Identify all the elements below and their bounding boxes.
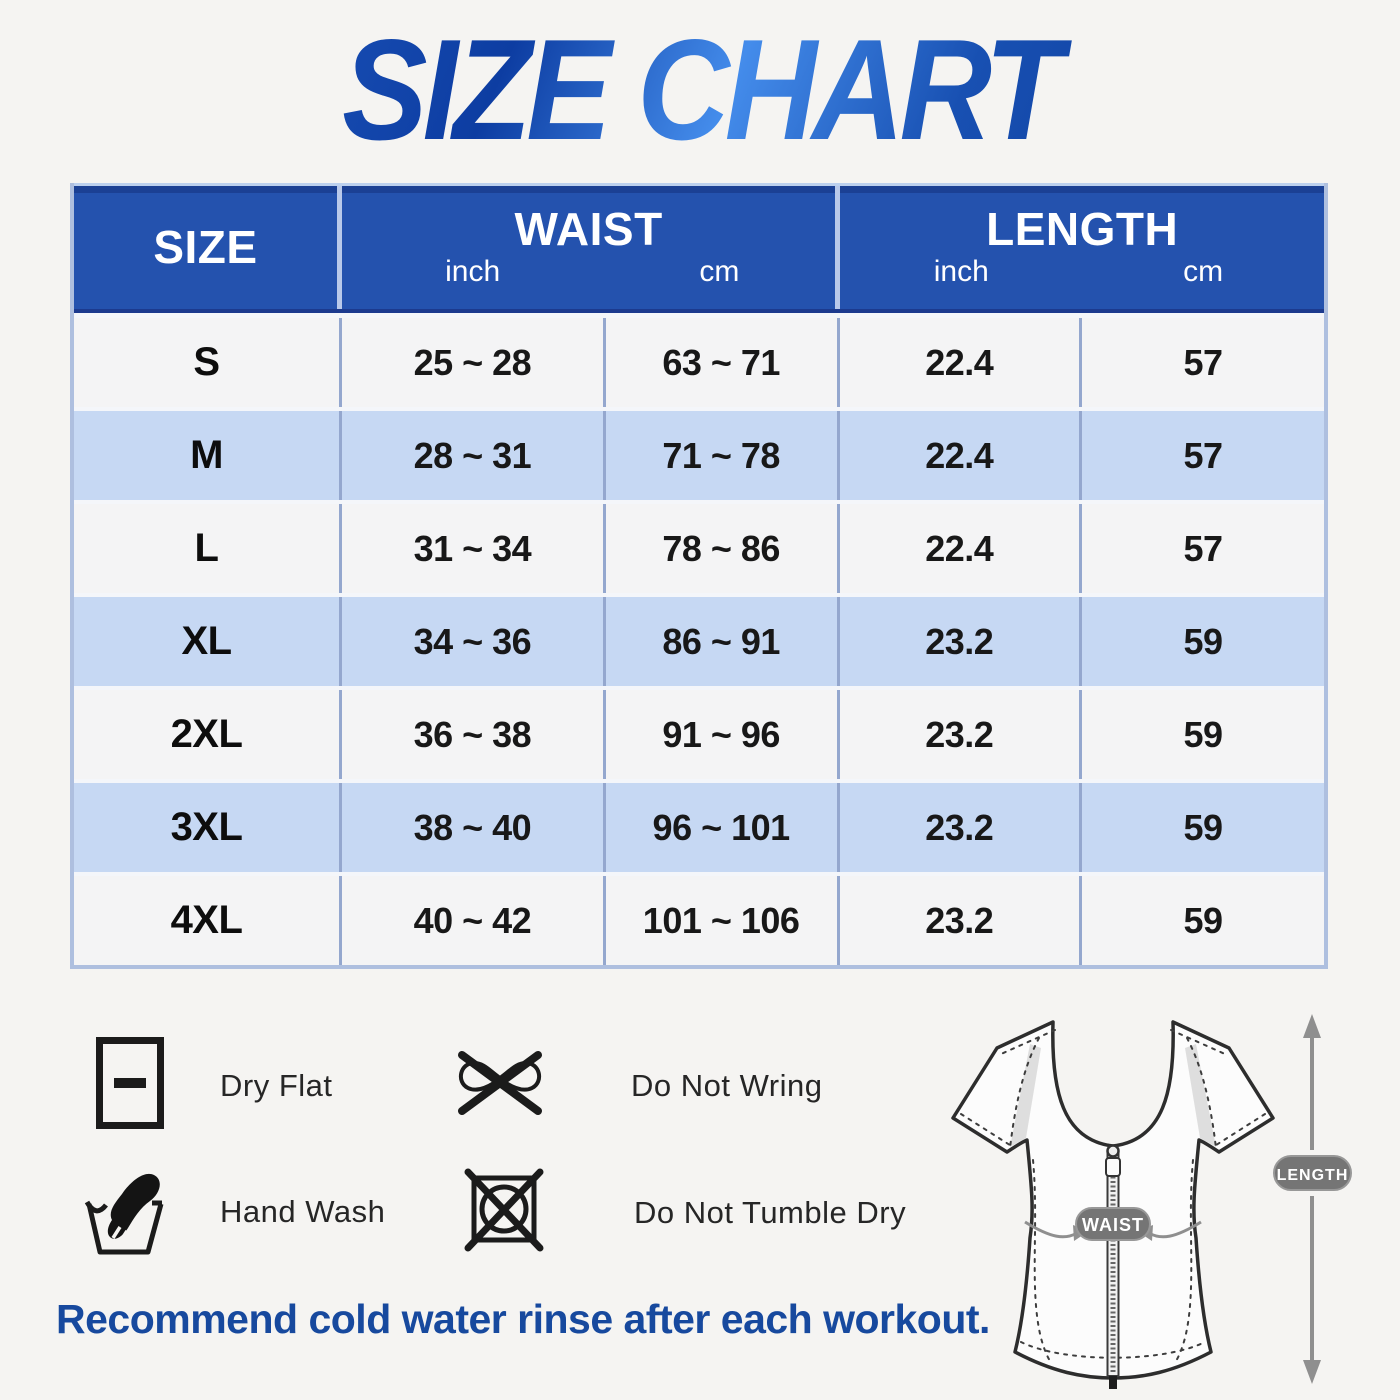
length-cm-cell: 57	[1079, 318, 1324, 407]
size-cell: 2XL	[170, 712, 243, 756]
care-label: Do Not Wring	[631, 1067, 823, 1103]
header-waist	[342, 186, 836, 309]
waist-cm-cell: 78 ~ 86	[603, 504, 837, 593]
care-label: Do Not Tumble Dry	[634, 1194, 907, 1230]
waist-inch-cell: 31 ~ 34	[339, 504, 603, 593]
waist-inch-cell: 38 ~ 40	[339, 783, 603, 872]
waist-inch-cell: 28 ~ 31	[339, 411, 603, 500]
do-not-wring-icon	[452, 1046, 548, 1125]
waist-unit-cm: cm	[699, 255, 740, 289]
hand-wash-icon	[82, 1156, 168, 1267]
header-size	[74, 186, 337, 309]
table-row	[74, 407, 1324, 500]
length-badge	[1274, 1156, 1351, 1190]
table-row	[74, 313, 1324, 407]
waist-cm-cell: 63 ~ 71	[603, 318, 837, 407]
size-cell: XL	[181, 619, 232, 663]
care-note: Recommend cold water rinse after each workout.	[56, 1296, 990, 1342]
header-waist-label: WAIST	[514, 202, 663, 255]
length-unit-inch: inch	[933, 255, 989, 289]
waist-cm-cell: 101 ~ 106	[603, 876, 837, 965]
page-title: SIZE CHART	[0, 8, 1400, 173]
size-cell: S	[193, 340, 220, 384]
size-cell: 4XL	[170, 898, 243, 942]
waist-cm-cell: 86 ~ 91	[603, 597, 837, 686]
length-units	[840, 255, 1324, 289]
care-item-dry-flat	[95, 1036, 333, 1135]
waist-cm-cell: 91 ~ 96	[603, 690, 837, 779]
length-cm-cell: 57	[1079, 411, 1324, 500]
size-table	[70, 183, 1328, 969]
table-row	[74, 593, 1324, 686]
size-table-body	[74, 313, 1324, 965]
length-inch-cell: 22.4	[837, 504, 1080, 593]
table-row	[74, 872, 1324, 965]
length-cm-cell: 59	[1079, 690, 1324, 779]
waist-inch-cell: 25 ~ 28	[339, 318, 603, 407]
length-inch-cell: 23.2	[837, 597, 1080, 686]
length-inch-cell: 23.2	[837, 876, 1080, 965]
length-cm-cell: 59	[1079, 597, 1324, 686]
table-row	[74, 686, 1324, 779]
table-row	[74, 779, 1324, 872]
length-inch-cell: 22.4	[837, 411, 1080, 500]
header-size-label: SIZE	[153, 221, 258, 274]
waist-badge	[1076, 1208, 1150, 1240]
length-inch-cell: 23.2	[837, 690, 1080, 779]
waist-inch-cell: 40 ~ 42	[339, 876, 603, 965]
waist-badge-label: WAIST	[1082, 1215, 1144, 1235]
size-cell: M	[190, 433, 223, 477]
length-cm-cell: 59	[1079, 876, 1324, 965]
dry-flat-icon	[95, 1036, 165, 1135]
care-item-hand-wash	[82, 1156, 385, 1267]
size-cell: L	[194, 526, 219, 570]
table-row	[74, 500, 1324, 593]
do-not-tumble-dry-icon	[462, 1162, 546, 1263]
length-cm-cell: 59	[1079, 783, 1324, 872]
waist-inch-cell: 36 ~ 38	[339, 690, 603, 779]
length-unit-cm: cm	[1183, 255, 1224, 289]
size-cell: 3XL	[170, 805, 243, 849]
care-item-do-not-wring	[452, 1046, 823, 1125]
length-arrow-icon	[1303, 1014, 1321, 1384]
waist-units	[342, 255, 836, 289]
length-inch-cell: 22.4	[837, 318, 1080, 407]
header-length	[840, 186, 1324, 309]
waist-cm-cell: 96 ~ 101	[603, 783, 837, 872]
care-label: Hand Wash	[220, 1193, 386, 1229]
waist-inch-cell: 34 ~ 36	[339, 597, 603, 686]
length-cm-cell: 57	[1079, 504, 1324, 593]
waist-cm-cell: 71 ~ 78	[603, 411, 837, 500]
care-item-do-not-tumble-dry	[462, 1162, 906, 1263]
waist-unit-inch: inch	[445, 255, 501, 289]
size-table-header	[74, 183, 1324, 313]
header-length-label: LENGTH	[986, 202, 1179, 255]
care-label: Dry Flat	[220, 1067, 333, 1103]
length-badge-label: LENGTH	[1276, 1167, 1349, 1184]
length-inch-cell: 23.2	[837, 783, 1080, 872]
